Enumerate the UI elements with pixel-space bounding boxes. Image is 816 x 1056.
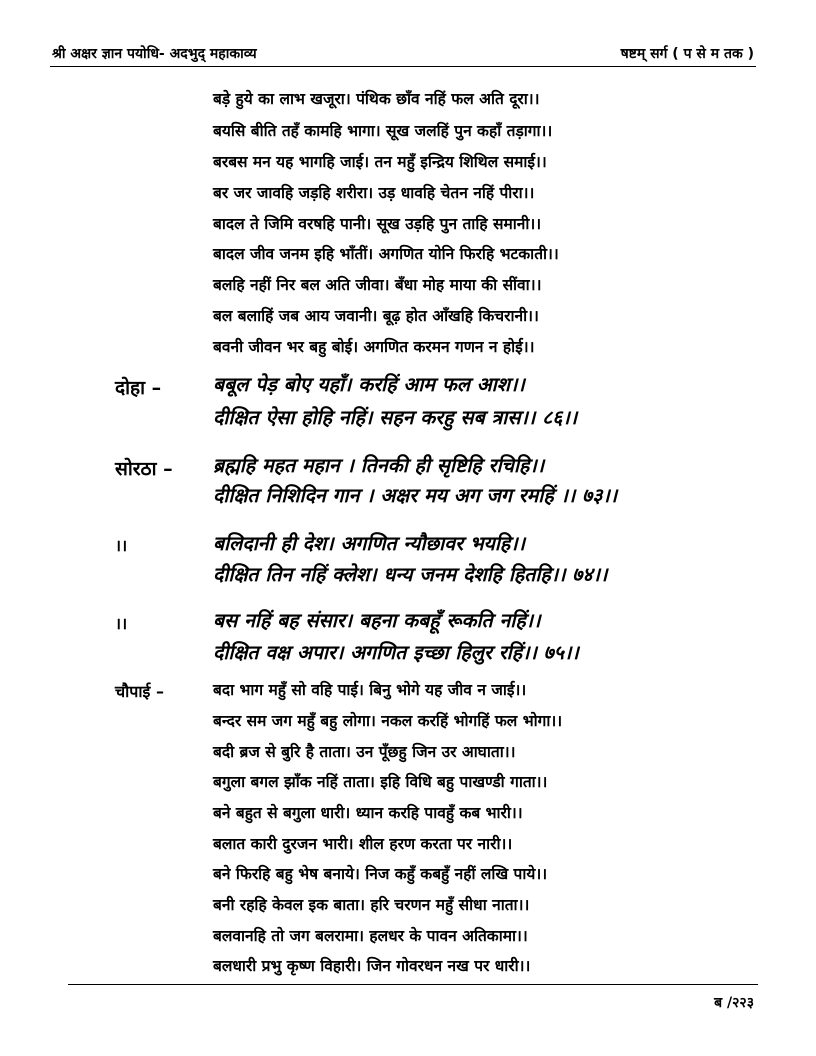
- verse-line: बल बलाहिं जब आय जवानी। बूढ़ होत आँखहि किचरानी।।: [213, 307, 539, 325]
- verse-line: बर जर जावहि जड़हि शरीरा। उड़ धावहि चेतन नहिं पीरा।।: [213, 184, 535, 202]
- chaupai-label: चौपाई –: [115, 682, 164, 701]
- chapter-title: षष्टम् सर्ग ( प से म तक ): [620, 46, 754, 62]
- doha-label: दोहा –: [115, 377, 162, 399]
- page-header: [50, 40, 756, 70]
- verse-line: बयसि बीति तहँ कामहि भागा। सूख जलहिं पुन कहाँ तड़ागा।।: [213, 122, 553, 140]
- header-divider: [50, 66, 756, 67]
- verse-line: बने बहुत से बगुला धारी। ध्यान करहि पावहुँ कब भारी।।: [213, 804, 523, 822]
- verse-line: बलहि नहीं निर बल अति जीवा। बँधा मोह माया की सींवा।।: [213, 276, 542, 294]
- verse-line: बन्दर सम जग महुँ बहु लोगा। नकल करहिं भोगहिं फल भोगा।।: [213, 712, 563, 730]
- verse-line: बलधारी प्रभु कृष्ण विहारी। जिन गोवरधन नख पर धारी।।: [213, 957, 531, 975]
- doha-line-2: दीक्षित ऐसा होहि नहिं। सहन करहु सब त्रास।। ८६।।: [213, 406, 578, 429]
- doha-line-1: बबूल पेड़ बोए यहाँ। करहिं आम फल आश।।: [213, 373, 525, 396]
- sortha-line-2: दीक्षित निशिदिन गान । अक्षर मय अग जग रमहिं ।। ७३।।: [213, 484, 618, 507]
- sortha-line-2: दीक्षित तिन नहिं क्लेश। धन्य जनम देशहि हितहि।। ७४।।: [213, 563, 608, 586]
- book-title: श्री अक्षर ज्ञान पयोधि- अदभुद् महाकाव्य: [52, 46, 257, 62]
- sortha-line-1: बलिदानी ही देश। अगणित न्यौछावर भयहि।।: [213, 532, 526, 555]
- verse-line: बवनी जीवन भर बहु बोई। अगणित करमन गणन न होई।।: [213, 338, 535, 356]
- verse-line: बरबस मन यह भागहि जाई। तन महुँ इन्द्रिय शिथिल समाई।।: [213, 153, 547, 171]
- verse-line: बलवानहि तो जग बलरामा। हलधर के पावन अतिकामा।।: [213, 927, 528, 945]
- verse-line: बलात कारी दुरजन भारी। शील हरण करता पर नारी।।: [213, 835, 513, 853]
- verse-line: बड़े हुये का लाभ खजूरा। पंथिक छाँव नहिं फल अति दूरा।।: [213, 90, 540, 108]
- sortha-line-1: बस नहिं बह संसार। बहना कबहूँ रूकति नहिं।।: [213, 609, 541, 632]
- verse-line: बने फिरहि बहु भेष बनाये। निज कहुँ कबहुँ नहीं लखि पाये।।: [213, 865, 548, 883]
- verse-line: बदा भाग महुँ सो वहि पाई। बिनु भोगे यह जीव न जाई।।: [213, 681, 527, 699]
- verse-line: बगुला बगल झाँक नहिं ताता। इहि विधि बहु पाखण्डी गाता।।: [213, 773, 548, 791]
- sortha-line-1: ब्रह्महि महत महान । तिनकी ही सृष्टिहि रचिहि।।: [213, 454, 545, 477]
- repeat-marker: ।।: [115, 536, 128, 555]
- sortha-label: सोरठा –: [115, 458, 173, 480]
- verse-line: बनी रहहि केवल इक बाता। हरि चरणन महुँ सीधा नाता।।: [213, 896, 530, 914]
- verse-line: बदी ब्रज से बुरि है ताता। उन पूँछहु जिन उर आघाता।।: [213, 743, 516, 761]
- sortha-line-2: दीक्षित वक्ष अपार। अगणित इच्छा हिलुर रहिं।। ७५।।: [213, 641, 579, 664]
- verse-line: बादल जीव जनम इहि भाँतीं। अगणित योनि फिरहि भटकाती।।: [213, 245, 559, 263]
- verse-line: बादल ते जिमि वरषहि पानी। सूख उड़हि पुन ताहि समानी।।: [213, 215, 542, 233]
- page-number: ब /२२३: [714, 995, 754, 1011]
- repeat-marker: ।।: [115, 614, 128, 633]
- footer-divider: [68, 984, 758, 985]
